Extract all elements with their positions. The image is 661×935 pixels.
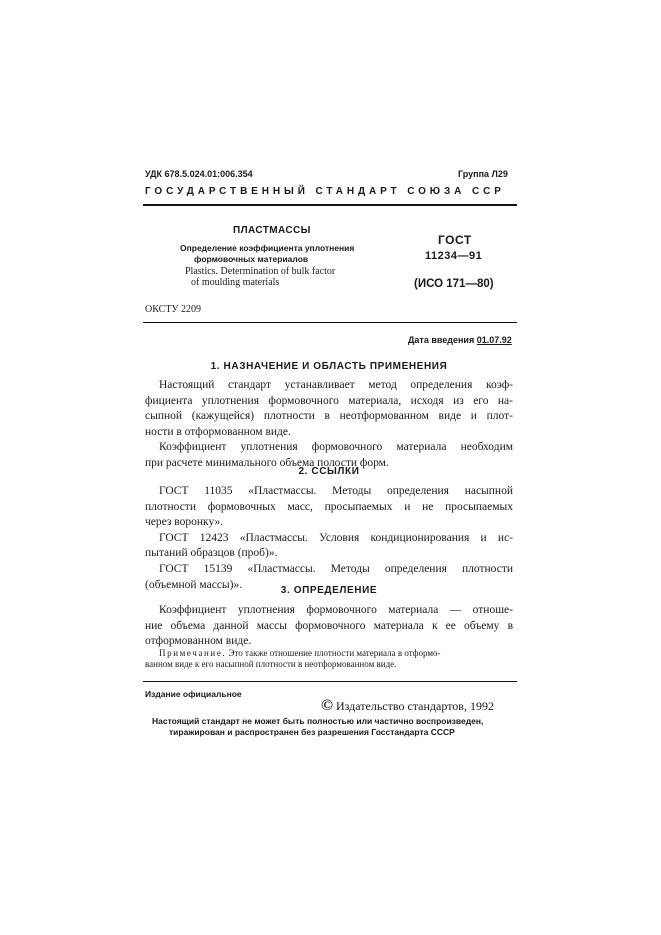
copyright-line — [321, 697, 494, 715]
subtitle-en-line-1: Plastics. Determination of bulk factor — [185, 266, 336, 277]
iso-reference: (ИСО 171—80) — [414, 278, 494, 290]
section-2-line: через воронку». — [145, 516, 224, 529]
copyright-text: Издательство стандартов, 1992 — [335, 699, 494, 713]
okstu-rule — [143, 322, 517, 323]
section-1-heading: 1. НАЗНАЧЕНИЕ И ОБЛАСТЬ ПРИМЕНЕНИЯ — [210, 361, 448, 372]
section-1-body — [145, 378, 513, 472]
gost-label: ГОСТ — [438, 233, 472, 247]
section-3-line: ние объема данной массы формовочного материала к ее объему в — [145, 619, 513, 632]
note-line-1 — [159, 648, 441, 658]
section-1-line: Коэффициент уплотнения формовочного материала необходим — [159, 441, 513, 454]
intro-date-label: Дата введения — [408, 335, 475, 345]
note-text-1: Это также отношение плотности материала в отформо- — [228, 648, 441, 658]
section-2-line: плотности формовочных масс, просыпаемых и не просыпаемых — [145, 500, 513, 513]
header-rule — [143, 204, 517, 206]
section-3-body — [145, 603, 513, 650]
state-standard-banner: ГОСУДАРСТВЕННЫЙ СТАНДАРТ СОЮЗА ССР — [145, 186, 505, 197]
section-1-line: ности в отформованном виде. — [145, 425, 291, 438]
gost-number: 11234—91 — [425, 250, 483, 262]
section-1-line: Настоящий стандарт устанавливает метод определения коэф- — [159, 379, 513, 391]
section-3-line: Коэффициент уплотнения формовочного материала — отноше- — [159, 604, 513, 616]
group-code: Группа Л29 — [458, 169, 508, 179]
section-2-heading: 2. ССЫЛКИ — [298, 466, 360, 477]
copyright-icon: © — [321, 697, 333, 714]
document-title: ПЛАСТМАССЫ — [233, 225, 311, 236]
section-2-line: (объемной массы)». — [145, 578, 243, 591]
subtitle-en-line-2: of moulding materials — [191, 277, 280, 288]
subtitle-ru-line-1: Определение коэффициента уплотнения — [180, 243, 355, 253]
note-line-2: ванном виде к его насыпной плотности в неотформованном виде. — [145, 659, 397, 669]
section-1-line: при расчете минимального объема полости форм. — [145, 456, 389, 469]
notice-line-2: тиражирован и распространен без разрешения Госстандарта СССР — [169, 727, 455, 737]
section-1-line: фициента уплотнения формовочного материала, исходя из его на- — [145, 394, 513, 407]
note-label: Примечание. — [159, 648, 227, 658]
section-2-line: ГОСТ 12423 «Пластмассы. Условия кондиционирования и ис- — [159, 531, 513, 544]
section-1-line: сыпной (кажущейся) плотности в неотформованном виде и плот- — [145, 410, 513, 423]
section-2-line: пытаний образцов (проб)». — [145, 547, 278, 560]
subtitle-ru-line-2: формовочных материалов — [194, 254, 309, 264]
section-2-line: ГОСТ 15139 «Пластмассы. Методы определения плотности — [159, 562, 513, 575]
section-3-line: отформованном виде. — [145, 635, 252, 648]
okstu-code: ОКСТУ 2209 — [145, 304, 202, 315]
official-edition: Издание официальное — [145, 689, 242, 699]
footer-rule — [143, 681, 517, 682]
intro-date — [408, 335, 512, 345]
intro-date-value: 01.07.92 — [476, 335, 512, 345]
section-2-line: ГОСТ 11035 «Пластмассы. Методы определения насыпной — [159, 485, 513, 497]
udk-code: УДК 678.5.024.01:006.354 — [145, 169, 253, 179]
notice-line-1: Настоящий стандарт не может быть полностью или частично воспроизведен, — [152, 716, 484, 726]
section-2-body — [145, 484, 513, 593]
section-3-heading: 3. ОПРЕДЕЛЕНИЕ — [280, 585, 378, 596]
